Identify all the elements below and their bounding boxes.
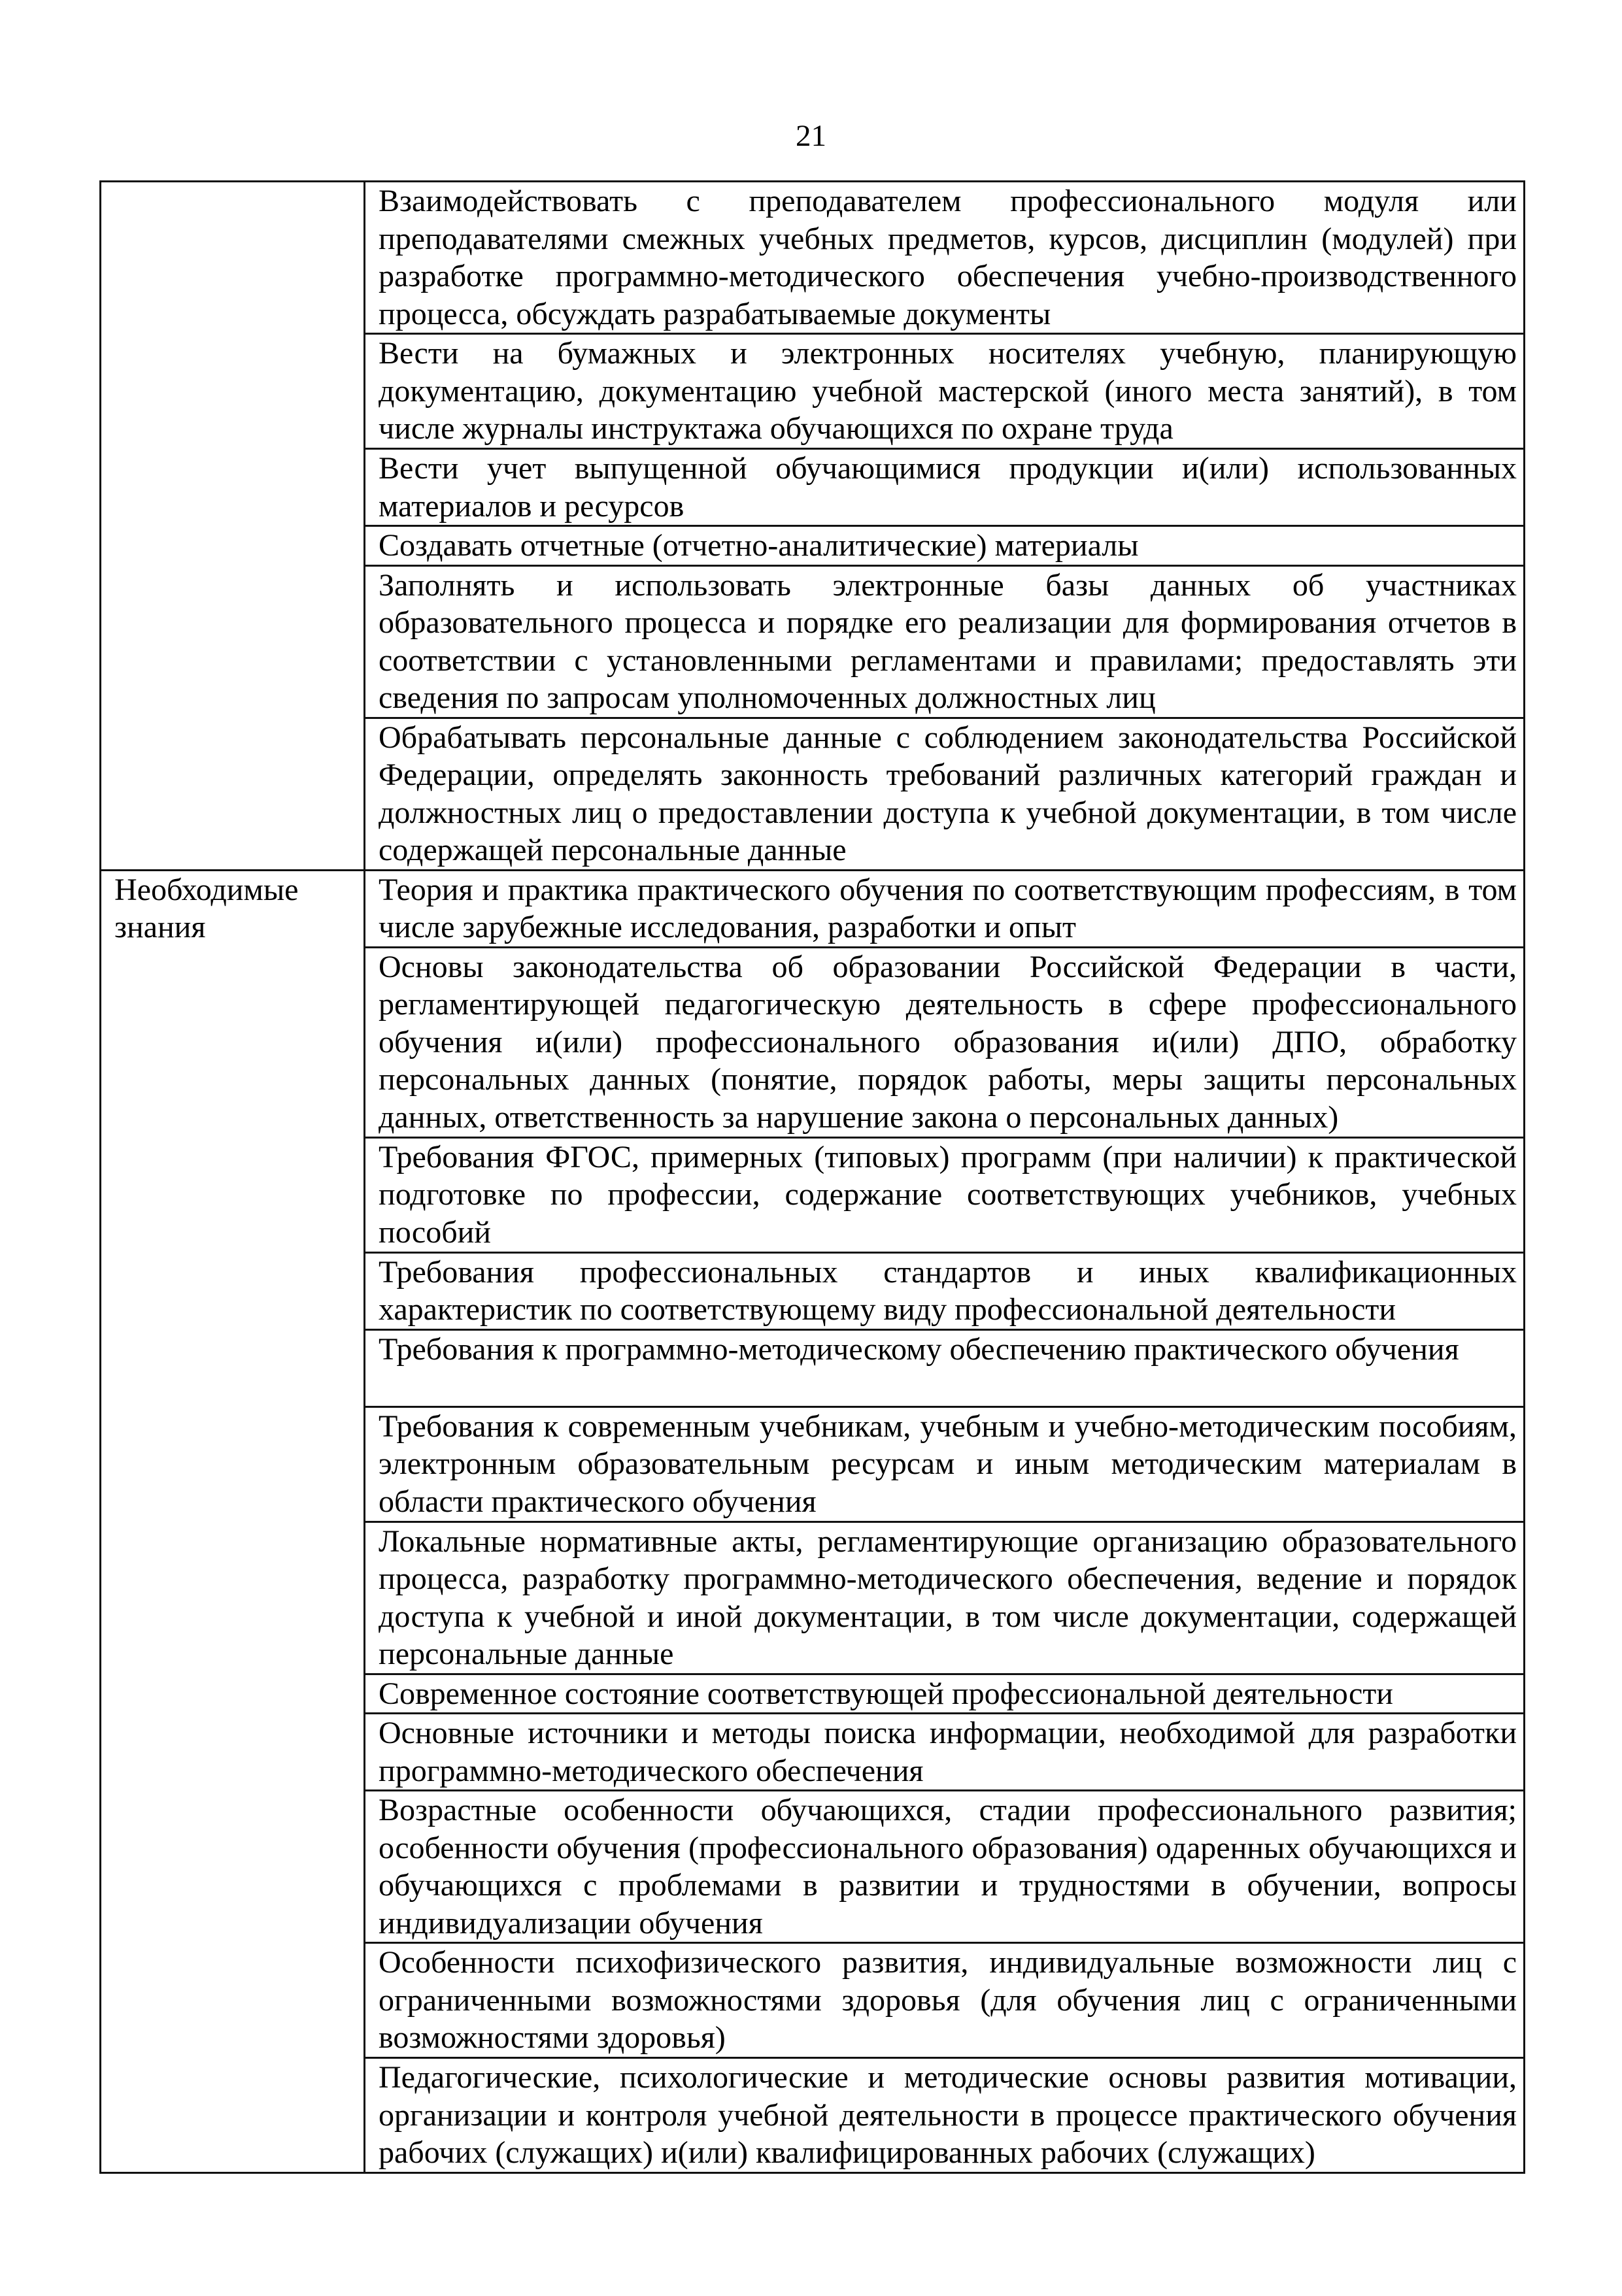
section-label-knowledge: Необходимые знания xyxy=(101,870,365,2173)
requirement-cell: Основы законодательства об образовании Российской Федерации в части, регламентирующей педагогическую деятельность в сфере профессионального обучения и(или) профессионального образования и(или) ДПО, обработку персональных данных (понятие, порядок работы, меры защиты персональных данных, ответственность за нарушение закона о персональных данных) xyxy=(365,947,1525,1137)
requirement-cell: Современное состояние соответствующей профессиональной деятельности xyxy=(365,1674,1525,1714)
requirement-cell: Требования ФГОС, примерных (типовых) программ (при наличии) к практической подготовке по профессии, содержание соответствующих учебников, учебных пособий xyxy=(365,1137,1525,1252)
requirement-cell: Педагогические, психологические и методические основы развития мотивации, организации и контроля учебной деятельности в процессе практического обучения рабочих (служащих) и(или) квалифицированных рабочих (служащих) xyxy=(365,2058,1525,2173)
requirement-cell: Теория и практика практического обучения по соответствующим профессиям, в том числе зарубежные исследования, разработки и опыт xyxy=(365,870,1525,947)
page-number: 21 xyxy=(796,119,826,153)
requirement-cell: Требования профессиональных стандартов и иных квалификационных характеристик по соответствующему виду профессиональной деятельности xyxy=(365,1252,1525,1329)
requirement-cell: Требования к современным учебникам, учебным и учебно-методическим пособиям, электронным образовательным ресурсам и иным методическим материалам в области практического обучения xyxy=(365,1406,1525,1522)
requirement-cell: Заполнять и использовать электронные базы данных об участниках образовательного процесса и порядке его реализации для формирования отчетов в соответствии с установленными регламентами и правилами; предоставлять эти сведения по запросам уполномоченных должностных лиц xyxy=(365,565,1525,718)
requirement-cell: Требования к программно-методическому обеспечению практического обучения xyxy=(365,1329,1525,1406)
requirement-cell: Особенности психофизического развития, индивидуальные возможности лиц с ограниченными возможностями здоровья (для обучения лиц с ограниченными возможностями здоровья) xyxy=(365,1943,1525,2058)
requirement-cell: Вести учет выпущенной обучающимися продукции и(или) использованных материалов и ресурсов xyxy=(365,449,1525,526)
section-label-empty xyxy=(101,182,365,871)
table-row xyxy=(101,182,1525,334)
requirements-table xyxy=(99,180,1525,2174)
requirement-cell: Создавать отчетные (отчетно-аналитические) материалы xyxy=(365,526,1525,566)
requirement-cell: Локальные нормативные акты, регламентирующие организацию образовательного процесса, разработку программно-методического обеспечения, ведение и порядок доступа к учебной и иной документации, в том числе документации, содержащей персональные данные xyxy=(365,1522,1525,1674)
requirement-cell: Возрастные особенности обучающихся, стадии профессионального развития; особенности обучения (профессионального образования) одаренных обучающихся и обучающихся с проблемами в развитии и трудностями в обучении, вопросы индивидуализации обучения xyxy=(365,1791,1525,1943)
requirement-cell: Обрабатывать персональные данные с соблюдением законодательства Российской Федерации, определять законность требований различных категорий граждан и должностных лиц о предоставлении доступа к учебной документации, в том числе содержащей персональные данные xyxy=(365,718,1525,870)
table-row xyxy=(101,870,1525,947)
requirement-cell: Взаимодействовать с преподавателем профессионального модуля или преподавателями смежных учебных предметов, курсов, дисциплин (модулей) при разработке программно-методического обеспечения учебно-производственного процесса, обсуждать разрабатываемые документы xyxy=(365,182,1525,334)
requirement-cell: Вести на бумажных и электронных носителях учебную, планирующую документацию, документацию учебной мастерской (иного места занятий), в том числе журналы инструктажа обучающихся по охране труда xyxy=(365,334,1525,449)
requirement-cell: Основные источники и методы поиска информации, необходимой для разработки программно-методического обеспечения xyxy=(365,1714,1525,1791)
